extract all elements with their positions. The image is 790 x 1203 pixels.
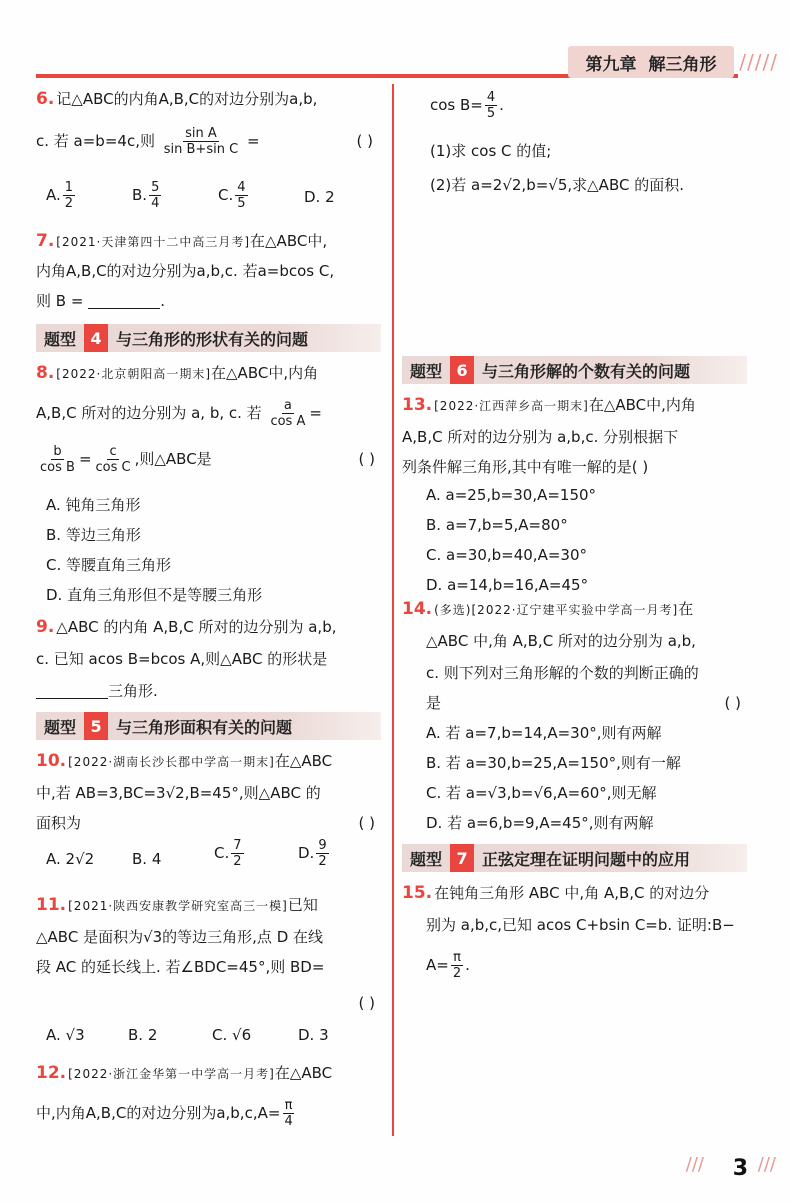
- option-d: D. 3: [298, 1026, 329, 1044]
- option-d: D. $\frac{9}{2}$: [298, 838, 327, 869]
- question-7-line3: 则 B = .: [36, 292, 165, 310]
- answer-paren: ( ): [356, 132, 373, 150]
- question-13-line2: A,B,C 所对的边分别为 a,b,c. 分别根据下: [402, 428, 679, 446]
- option-b: B. 4: [132, 850, 162, 868]
- option-a: A. 钝角三角形: [46, 496, 141, 514]
- question-8-line3: $\frac{b}{\text{cos B}}$ = $\frac{c}{\text{cos C}}$ ,则△ABC是 ( ): [40, 444, 375, 475]
- header-hatch-decoration: /////: [739, 50, 778, 74]
- question-10-line3: 面积为 ( ): [36, 814, 375, 832]
- option-d: D. a=14,b=16,A=45°: [426, 576, 589, 594]
- option-a: A. √3: [46, 1026, 85, 1044]
- question-11-line3: 段 AC 的延长线上. 若∠BDC=45°,则 BD=: [36, 958, 325, 976]
- question-9: 9. △ABC 的内角 A,B,C 所对的边分别为 a,b,: [36, 617, 337, 637]
- footer-hatch-decoration: ///: [685, 1154, 704, 1175]
- question-11: 11. [2021·陕西安康教学研究室高三一模]已知: [36, 895, 318, 915]
- chapter-title: 解三角形: [648, 54, 717, 75]
- option-b: B. 若 a=30,b=25,A=150°,则有一解: [426, 754, 681, 772]
- question-13-line3: 列条件解三角形,其中有唯一解的是( ): [402, 458, 649, 476]
- option-d: D. 2: [304, 188, 335, 206]
- option-a: A. 2√2: [46, 850, 95, 868]
- question-14: 14. (多选)[2022·辽宁建平实验中学高一月考]在: [402, 599, 694, 619]
- question-12-part2: (2)若 a=2√2,b=√5,求△ABC 的面积.: [430, 176, 684, 194]
- question-12: 12. [2022·浙江金华第一中学高一月考]在△ABC: [36, 1063, 333, 1083]
- option-d: D. 若 a=6,b=9,A=45°,则有两解: [426, 814, 654, 832]
- workbook-page: ///// 第九章 解三角形 6. 记△ABC的内角A,B,C的对边分别为a,b, c. 若 a=b=4c,则 $\frac{\text{sin A}}{\text{sin B+sin C}}$ = ( ) A. $\frac{1}{2}$ B. $\frac{5}{4}$ C. $\frac{4}{5}$ D. 2 7. [2021·天津第四十二中高三月考]在△ABC中, 内角A,B,C的对边分别为a,b,c. 若a=bcos C, 则 B = . 题型 4 与三角形的形状有关的问题 8. [2022·北京朝阳高一期末]在△ABC中,内角 A,B,C 所对的边分别为 a, b, c. 若 $\frac{a}{\text{cos A}}$ = $\frac{b}{\text{cos B}}$ = $\frac{c}{\text{cos C}}$ ,则△ABC是 ( ) A. 钝角三角形 B. 等边三角形 C. 等腰直角三角形 D. 直角三角形但不是等腰三角形 9. △ABC 的内角 A,B,C 所对的边分别为 a,b, c. 已知 acos B=bcos A,则△ABC 的形状是 三角形. 题型 5 与三角形面积有关的问题 10. [2022·湖南长沙长郡中学高一期末]在△ABC 中,若 AB=3,BC=3√2,B=45°,则△ABC 的 面积为 ( ) A. 2√2 B. 4 C. $\frac{7}{2}$ D. $\frac{9}{2}$ 11. [2021·陕西安康教学研究室高三一模]已知 △ABC 是面积为√3的等边三角形,点 D 在线 段 AC 的延长线上. 若∠BDC=45°,则 BD= ( ) A. √3 B. 2 C. √6 D. 3 12. [2022·浙江金华第一中学高一月考]在△ABC 中,内角A,B,C的对边分别为a,b,c,A= $\frac{\pi}{4}$ cos B= $\frac{4}{5}$ . (1)求 cos C 的值; (2)若 a=2√2,b=√5,求△ABC 的面积. 题型 6 与三角形解的个数有关的问题 13. [2022·江西萍乡高一期末]在△ABC中,内角 A,B,C 所对的边分别为 a,b,c. 分别根据下 列条件解三角形,其中有唯一解的是( ) A. a=25,b=30,A=150° B. a=7,b=5,A=80° C. a=30,b=40,A=30° D. a=14,b=16,A=45° 14. (多选)[2022·辽宁建平实验中学高一月考]在 △ABC 中,角 A,B,C 所对的边分别为 a,b, c. 则下列对三角形解的个数的判断正确的 是 ( ) A. 若 a=7,b=14,A=30°,则有两解 B. 若 a=30,b=25,A=150°,则有一解 C. 若 a=√3,b=√6,A=60°,则无解 D. 若 a=6,b=9,A=45°,则有两解 题型 7 正弦定理在证明问题中的应用 15. 在钝角三角形 ABC 中,角 A,B,C 的对边分 别为 a,b,c,已知 acos C+bsin C=b. 证明:B− A= $\frac{\pi}{2}$ . /// /// 3: [0, 0, 790, 1203]
- question-number: 6.: [36, 89, 55, 109]
- question-text: 记△ABC的内角A,B,C的对边分别为a,b,: [56, 90, 318, 108]
- option-b: B. a=7,b=5,A=80°: [426, 516, 568, 534]
- question-15: 15. 在钝角三角形 ABC 中,角 A,B,C 的对边分: [402, 883, 710, 903]
- question-12-continued: cos B= $\frac{4}{5}$ .: [430, 90, 504, 121]
- option-c: C. a=30,b=40,A=30°: [426, 546, 587, 564]
- question-7: 7. [2021·天津第四十二中高三月考]在△ABC中,: [36, 231, 328, 251]
- answer-blank: [36, 684, 108, 699]
- chapter-label: 第九章: [585, 54, 637, 75]
- option-b: B. 2: [128, 1026, 158, 1044]
- fraction: $\frac{\text{sin A}}{\text{sin B+sin C}}$: [163, 126, 239, 157]
- option-a: A. 若 a=7,b=14,A=30°,则有两解: [426, 724, 662, 742]
- question-14-line2: △ABC 中,角 A,B,C 所对的边分别为 a,b,: [426, 632, 696, 650]
- option-b: B. $\frac{5}{4}$: [132, 180, 160, 211]
- option-d: D. 直角三角形但不是等腰三角形: [46, 586, 263, 604]
- question-8-line2: A,B,C 所对的边分别为 a, b, c. 若 $\frac{a}{\text{cos A}}$ =: [36, 398, 322, 429]
- question-8: 8. [2022·北京朝阳高一期末]在△ABC中,内角: [36, 363, 319, 383]
- option-c: C. 等腰直角三角形: [46, 556, 172, 574]
- footer-hatch-decoration: ///: [757, 1154, 776, 1175]
- section-header-4: 题型 4 与三角形的形状有关的问题: [36, 324, 381, 352]
- option-c: C. $\frac{7}{2}$: [214, 838, 242, 869]
- option-b: B. 等边三角形: [46, 526, 141, 544]
- source-tag: [2021·天津第四十二中高三月考]: [56, 235, 251, 249]
- question-15-line3: A= $\frac{\pi}{2}$ .: [426, 950, 470, 981]
- chapter-tab: [568, 46, 734, 78]
- question-10-line2: 中,若 AB=3,BC=3√2,B=45°,则△ABC 的: [36, 784, 321, 802]
- section-header-5: 题型 5 与三角形面积有关的问题: [36, 712, 381, 740]
- option-a: A. a=25,b=30,A=150°: [426, 486, 597, 504]
- answer-blank: [88, 294, 160, 309]
- option-c: C. 若 a=√3,b=√6,A=60°,则无解: [426, 784, 657, 802]
- column-divider: [392, 84, 394, 1136]
- question-6: [36, 84, 317, 115]
- question-11-line2: △ABC 是面积为√3的等边三角形,点 D 在线: [36, 928, 324, 946]
- question-13: 13. [2022·江西萍乡高一期末]在△ABC中,内角: [402, 395, 696, 415]
- question-7-line2: 内角A,B,C的对边分别为a,b,c. 若a=bcos C,: [36, 262, 335, 280]
- question-15-line2: 别为 a,b,c,已知 acos C+bsin C=b. 证明:B−: [426, 916, 735, 934]
- question-12-part1: (1)求 cos C 的值;: [430, 142, 552, 160]
- question-6-line2: c. 若 a=b=4c,则 $\frac{\text{sin A}}{\text{sin B+sin C}}$ = ( ): [36, 126, 373, 157]
- question-14-line4: 是 ( ): [426, 694, 741, 712]
- section-header-6: 题型 6 与三角形解的个数有关的问题: [402, 356, 747, 384]
- question-9-line3: 三角形.: [36, 676, 158, 707]
- question-10: 10. [2022·湖南长沙长郡中学高一期末]在△ABC: [36, 751, 333, 771]
- question-14-line3: c. 则下列对三角形解的个数的判断正确的: [426, 664, 699, 682]
- section-header-7: 题型 7 正弦定理在证明问题中的应用: [402, 844, 747, 872]
- question-9-line2: c. 已知 acos B=bcos A,则△ABC 的形状是: [36, 650, 328, 668]
- page-number: 3: [732, 1156, 748, 1181]
- option-c: C. √6: [212, 1026, 252, 1044]
- question-12-line2: 中,内角A,B,C的对边分别为a,b,c,A= $\frac{\pi}{4}$: [36, 1098, 293, 1129]
- option-a: A. $\frac{1}{2}$: [46, 180, 74, 211]
- option-c: C. $\frac{4}{5}$: [218, 180, 246, 211]
